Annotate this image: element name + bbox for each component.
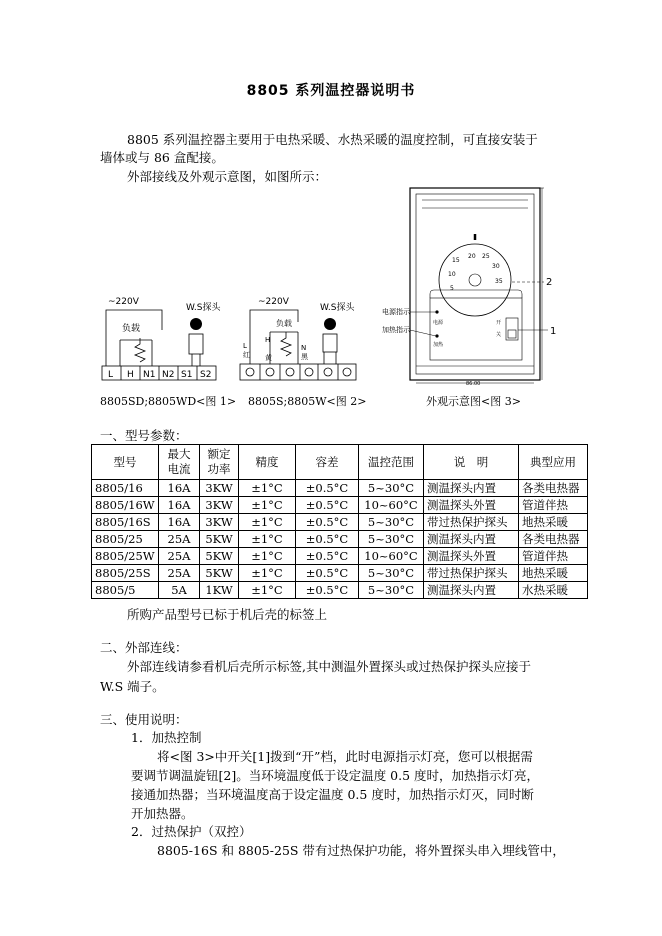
table-cell: 各类电热器 [519, 531, 588, 548]
dial-mark: 30 [492, 263, 500, 270]
section-3-heading: 三、使用说明： [100, 712, 188, 727]
table-cell: 8805/5 [92, 582, 159, 599]
table-cell: ±0.5°C [296, 480, 359, 497]
wire-label: 红 [243, 351, 250, 359]
table-cell: 5~30°C [359, 514, 424, 531]
fig1-probe-label: W.S探头 [186, 303, 221, 313]
table-cell: 16A [159, 497, 200, 514]
wiring-diagram-1 [100, 292, 230, 384]
table-cell: 5KW [200, 565, 239, 582]
probe-icon [190, 318, 202, 330]
table-cell: ±1°C [239, 480, 296, 497]
dial-mark: 20 [468, 253, 476, 260]
table-cell: ±1°C [239, 514, 296, 531]
table-cell: ±0.5°C [296, 565, 359, 582]
table-cell: 测温探头内置 [424, 480, 519, 497]
header-cell: 型号 [92, 445, 159, 480]
section-2-heading: 二、外部连线： [100, 640, 188, 655]
switch-off-label: 关 [496, 332, 502, 338]
header-cell: 额定功率 [200, 445, 239, 480]
section-1-heading: 一、型号参数： [100, 428, 188, 443]
paragraph-line: 要调节调温旋钮[2]。当环境温度低于设定温度 0.5 度时，加热指示灯亮， [131, 768, 540, 783]
table-row [92, 480, 588, 497]
terminal-label: S1 [181, 370, 193, 380]
intro-line-2: 墙体或与 86 盒配接。 [100, 150, 224, 165]
figure-2-caption: 8805S;8805W<图 2> [248, 395, 367, 408]
fig1-voltage: ~220V [108, 297, 139, 307]
table-cell: 25A [159, 565, 200, 582]
wire-label: L [243, 342, 247, 350]
header-cell: 精度 [239, 445, 296, 480]
figure-3-caption: 外观示意图<图 3> [426, 395, 521, 408]
table-cell: 地热采暖 [519, 565, 588, 582]
table-cell: 8805/16S [92, 514, 159, 531]
table-cell: 管道伴热 [519, 497, 588, 514]
table-cell: 测温探头外置 [424, 548, 519, 565]
header-cell: 温控范围 [359, 445, 424, 480]
table-row [92, 565, 588, 582]
table-cell: 水热采暖 [519, 582, 588, 599]
table-cell: ±1°C [239, 531, 296, 548]
table-cell: 5~30°C [359, 565, 424, 582]
load-resistor-icon [281, 332, 291, 356]
table-cell: 5A [159, 582, 200, 599]
table-header-row [92, 445, 588, 480]
heat-indicator-label: 加热指示 [382, 326, 410, 334]
callout-2: 2 [546, 277, 553, 288]
terminal-label: H [127, 370, 134, 380]
header-cell: 容差 [296, 445, 359, 480]
table-cell: ±0.5°C [296, 548, 359, 565]
table-cell: 带过热保护探头 [424, 514, 519, 531]
dial-mark: 10 [448, 271, 456, 278]
power-small-label: 电源 [433, 320, 444, 326]
width-dimension: 86.00 [466, 381, 481, 386]
heat-small-label: 加热 [433, 342, 444, 348]
table-cell: 16A [159, 514, 200, 531]
table-cell: 地热采暖 [519, 514, 588, 531]
table-row [92, 582, 588, 599]
table-cell: 5KW [200, 531, 239, 548]
wire-label: 黄 [265, 354, 272, 362]
table-cell: 1KW [200, 582, 239, 599]
table-cell: 8805/25 [92, 531, 159, 548]
paragraph-line: 将<图 3>中开关[1]拨到“开”档，此时电源指示灯亮，您可以根据需 [157, 749, 533, 764]
table-cell: 测温探头内置 [424, 531, 519, 548]
dial-mark: 25 [482, 253, 490, 260]
wire-label: N [301, 344, 307, 352]
power-indicator-label: 电源指示 [382, 308, 410, 316]
dial-mark: 15 [452, 257, 460, 264]
terminal-label: N1 [143, 370, 156, 380]
dial-mark: 5 [450, 285, 454, 292]
probe-icon [324, 318, 336, 330]
section-2-line-1: 外部连线请参看机后壳所示标签,其中测温外置探头或过热保护探头应接于 [127, 659, 531, 674]
table-cell: ±1°C [239, 497, 296, 514]
fig2-probe-label: W.S探头 [320, 303, 355, 313]
terminal-label: S2 [200, 370, 212, 380]
table-cell: 带过热保护探头 [424, 565, 519, 582]
figure-1-caption: 8805SD;8805WD<图 1> [100, 395, 237, 408]
paragraph-line: 接通加热器；当环境温度高于设定温度 0.5 度时，加热指示灯灭，同时断 [131, 787, 534, 802]
table-row [92, 497, 588, 514]
table-cell: 测温探头外置 [424, 497, 519, 514]
fig2-voltage: ~220V [258, 297, 289, 307]
table-cell: 25A [159, 548, 200, 565]
intro-line-3: 外部接线及外观示意图，如图所示： [127, 169, 328, 184]
switch-on-label: 开 [496, 320, 502, 326]
table-cell: 管道伴热 [519, 548, 588, 565]
table-row [92, 531, 588, 548]
table-cell: ±0.5°C [296, 582, 359, 599]
table-cell: 5~30°C [359, 531, 424, 548]
table-cell: 8805/25W [92, 548, 159, 565]
header-cell: 说 明 [424, 445, 519, 480]
paragraph-line: 开加热器。 [131, 806, 194, 821]
table-note: 所购产品型号已标于机后壳的标签上 [127, 607, 328, 622]
table-cell: 各类电热器 [519, 480, 588, 497]
subheading-overheat-protection: 2．过热保护（双控） [131, 824, 252, 839]
section-2-line-2: W.S 端子。 [100, 679, 165, 694]
fig1-load-label: 负载 [122, 324, 141, 334]
table-cell: 10~60°C [359, 497, 424, 514]
page-title: 8805 系列温控器说明书 [246, 83, 416, 99]
table-cell: 16A [159, 480, 200, 497]
table-cell: ±1°C [239, 582, 296, 599]
table-row [92, 514, 588, 531]
table-cell: ±1°C [239, 565, 296, 582]
table-cell: 8805/16 [92, 480, 159, 497]
intro-line-1: 8805 系列温控器主要用于电热采暖、水热采暖的温度控制，可直接安装于 [127, 132, 538, 147]
dial-mark: 35 [495, 278, 503, 285]
table-cell: ±0.5°C [296, 497, 359, 514]
callout-1: 1 [550, 326, 557, 337]
wiring-diagram-2 [238, 292, 363, 384]
table-cell: 5~30°C [359, 480, 424, 497]
table-cell: 5KW [200, 548, 239, 565]
subheading-heating-control: 1．加热控制 [131, 730, 202, 745]
terminal-label: N2 [162, 370, 175, 380]
fig2-load-label: 负载 [276, 319, 292, 328]
table-cell: 测温探头内置 [424, 582, 519, 599]
terminal-label: L [108, 370, 114, 380]
header-cell: 典型应用 [519, 445, 588, 480]
thermostat-outline-diagram [378, 186, 578, 386]
table-cell: 3KW [200, 514, 239, 531]
terminal-block [240, 364, 356, 380]
table-row [92, 548, 588, 565]
table-cell: 3KW [200, 480, 239, 497]
model-spec-table [91, 444, 588, 599]
table-cell: 25A [159, 531, 200, 548]
header-cell: 最大电流 [159, 445, 200, 480]
wire-label: 黑 [301, 353, 308, 361]
paragraph-line: 8805-16S 和 8805-25S 带有过热保护功能，将外置探头串入埋线管中， [157, 843, 565, 858]
load-resistor-icon [135, 338, 145, 362]
table-cell: 8805/25S [92, 565, 159, 582]
wire-label: H [265, 336, 271, 344]
table-cell: ±0.5°C [296, 531, 359, 548]
table-cell: 5~30°C [359, 582, 424, 599]
table-cell: ±0.5°C [296, 514, 359, 531]
table-cell: 8805/16W [92, 497, 159, 514]
table-cell: ±1°C [239, 548, 296, 565]
table-cell: 3KW [200, 497, 239, 514]
table-cell: 10~60°C [359, 548, 424, 565]
